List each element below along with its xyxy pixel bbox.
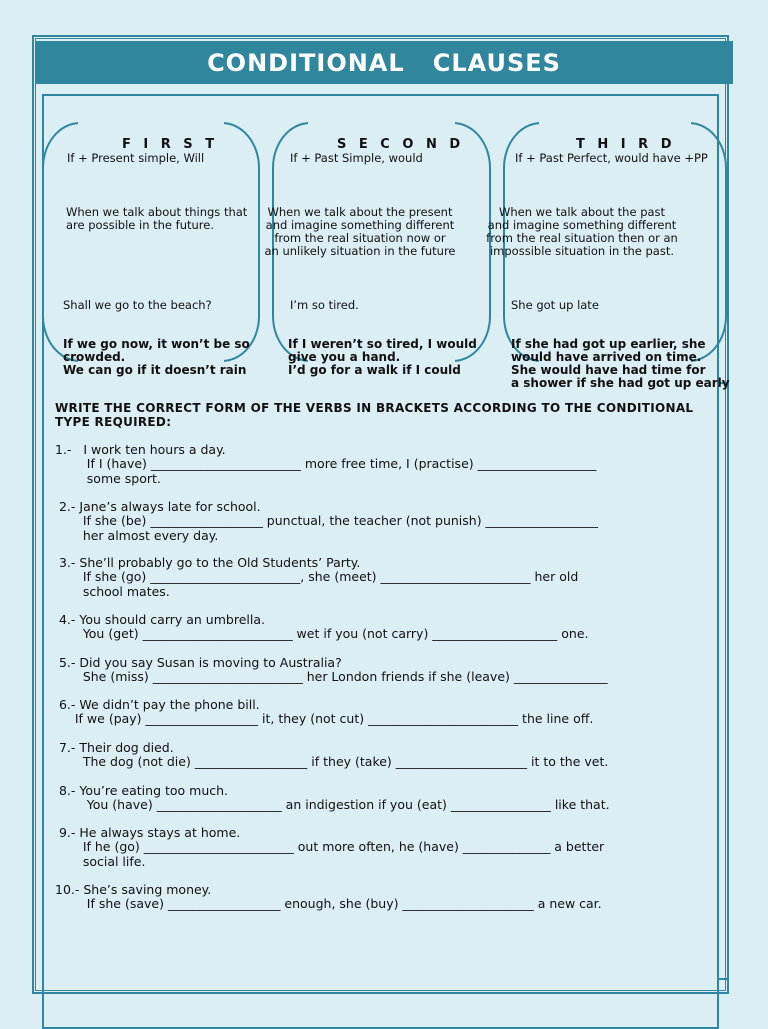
exercise-item: 2.- Jane’s always late for school. If she (be) __________________ punctual, the teacher (not punish) __________________ her almost every day. xyxy=(58,499,599,543)
exercise-item: 4.- You should carry an umbrella. You (get) ________________________ wet if you (not carry) ____________________ one. xyxy=(58,612,589,642)
example-sentences: If she had got up earlier, she would have arrived on time. She would have had time for a shower if she had got up early xyxy=(511,337,730,390)
exercise-item: 9.- He always stays at home. If he (go) ________________________ out more often, he (have) ______________ a better social life. xyxy=(58,825,605,869)
exercise-item: 5.- Did you say Susan is moving to Australia? She (miss) ________________________ her London friends if she (leave) _______________ xyxy=(58,655,608,685)
column-example xyxy=(511,273,730,416)
example-intro: She got up late xyxy=(511,298,599,312)
exercise-item: 3.- She’ll probably go to the Old Students’ Party. If she (go) ________________________, she (meet) ________________________ her old school mates. xyxy=(58,555,579,599)
column-formula: If + Present simple, Will xyxy=(67,151,205,165)
frame-tick xyxy=(719,978,727,980)
column-example xyxy=(63,273,250,403)
exercise-item: 10.- She’s saving money. If she (save) __________________ enough, she (buy) _____________________ a new car. xyxy=(55,882,602,912)
exercise-instructions: WRITE THE CORRECT FORM OF THE VERBS IN BRACKETS ACCORDING TO THE CONDITIONAL TYPE REQUIRED: xyxy=(55,401,694,429)
column-example xyxy=(288,273,477,403)
exercise-item: 1.- I work ten hours a day. If I (have) ________________________ more free time, I (practise) ___________________ some sport. xyxy=(55,442,597,486)
page-title: CONDITIONAL CLAUSES xyxy=(35,41,733,84)
exercise-item: 7.- Their dog died. The dog (not die) __________________ if they (take) _____________________ it to the vet. xyxy=(58,740,609,770)
column-usage: When we talk about the past and imagine something different from the real situation then or an impossible situation in the past. xyxy=(486,205,678,258)
column-usage: When we talk about things that are possible in the future. xyxy=(66,205,248,232)
column-usage: When we talk about the present and imagine something different from the real situation now or an unlikely situation in the future xyxy=(264,205,456,258)
column-heading: T H I R D xyxy=(576,137,676,152)
example-sentences: If I weren’t so tired, I would give you a hand. I’d go for a walk if I could xyxy=(288,337,477,377)
column-heading: S E C O N D xyxy=(337,137,465,152)
column-formula: If + Past Simple, would xyxy=(290,151,423,165)
example-intro: Shall we go to the beach? xyxy=(63,298,212,312)
column-formula: If + Past Perfect, would have +PP xyxy=(515,151,708,165)
column-heading: F I R S T xyxy=(122,137,219,152)
exercise-item: 8.- You’re eating too much. You (have) ____________________ an indigestion if you (eat) ________________ like that. xyxy=(58,783,610,813)
exercise-item: 6.- We didn’t pay the phone bill. If we (pay) __________________ it, they (not cut) ________________________ the line off. xyxy=(58,697,594,727)
example-sentences: If we go now, it won’t be so crowded. We can go if it doesn’t rain xyxy=(63,337,250,377)
example-intro: I’m so tired. xyxy=(290,298,359,312)
